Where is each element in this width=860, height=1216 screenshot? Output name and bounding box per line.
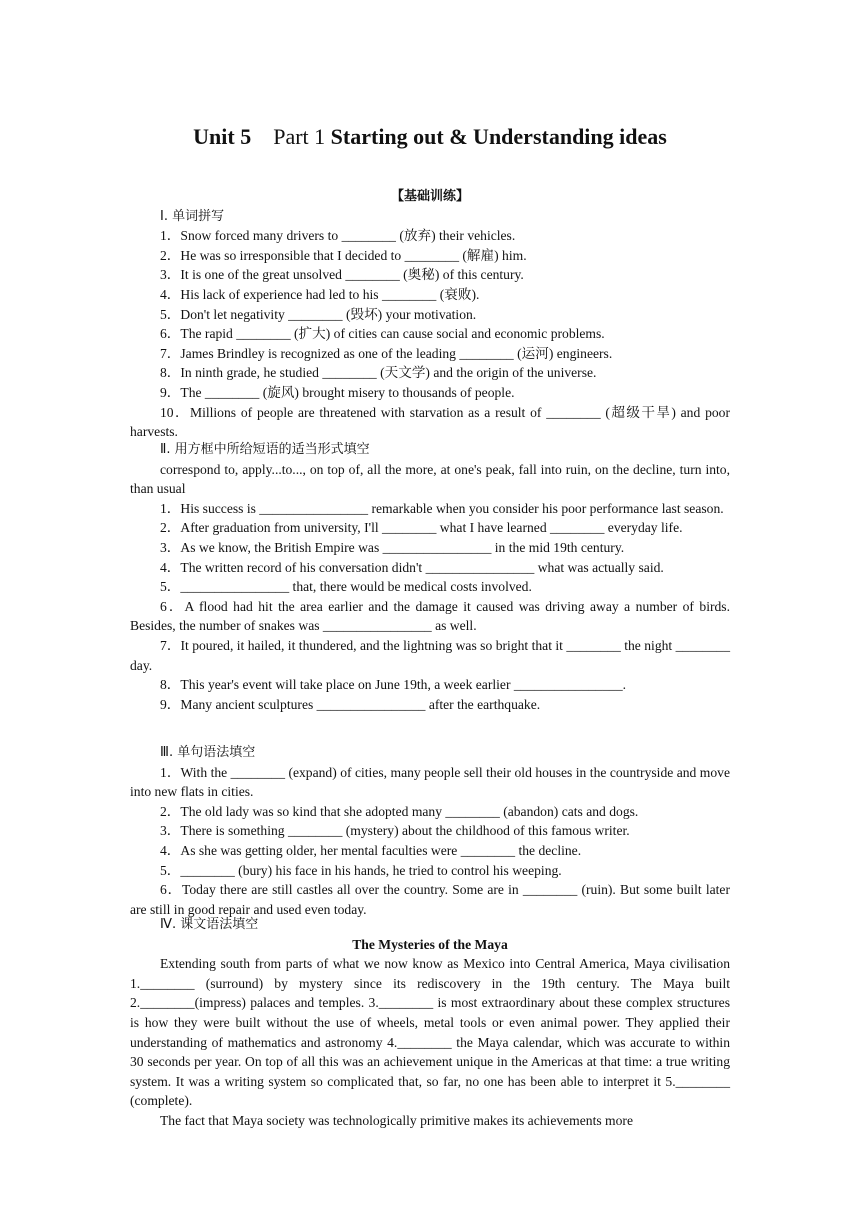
exercise-item: 8．In ninth grade, he studied ________ (天文学) and the origin of the universe. (160, 365, 597, 381)
part4-heading: Ⅳ. 课文语法填空 (160, 917, 259, 932)
exercise-item: 3．It is one of the great unsolved ________ (奥秘) of this century. (160, 267, 524, 283)
exercise-item: 6．Today there are still castles all over the country. Some are in ________ (ruin). But some built later are still in good repair and used even today. (130, 882, 730, 917)
title-part: Part 1 (273, 124, 326, 149)
part1-heading: Ⅰ. 单词拼写 (160, 208, 225, 224)
part4-block (130, 915, 730, 1131)
exercise-item: 9．Many ancient sculptures ________________ after the earthquake. (160, 696, 541, 712)
document-title (0, 122, 860, 152)
part2-heading: Ⅱ. 用方框中所给短语的适当形式填空 (160, 442, 370, 457)
exercise-item: 10．Millions of people are threatened with starvation as a result of ________ (超级干旱) and poor harvests. (130, 404, 730, 440)
exercise-item: 8．This year's event will take place on June 19th, a week earlier ________________. (160, 677, 627, 693)
passage-paragraph: The fact that Maya society was technologically primitive makes its achievements more (160, 1112, 633, 1128)
exercise-item: 4．His lack of experience had led to his ________ (衰败). (160, 286, 480, 302)
part2-block (130, 440, 730, 714)
title-unit: Unit 5 (193, 124, 252, 149)
passage-title: The Mysteries of the Maya (352, 936, 508, 952)
part3-heading: Ⅲ. 单句语法填空 (160, 745, 256, 760)
exercise-item: 6．A flood had hit the area earlier and the damage it caused was driving away a number of birds. Besides, the number of snakes was ________________ as well. (130, 598, 730, 634)
exercise-item: 3．There is something ________ (mystery) about the childhood of this famous writer. (160, 823, 630, 839)
passage-paragraph: Extending south from parts of what we now know as Mexico into Central America, Maya civilisation 1.________ (surround) by mystery since its rediscovery in the 19th century. The Maya built 2.________(impress) palaces and temples. 3.________ is most extraordinary about these complex structures is how they were built without the use of wheels, metal tools or even animal power. They applied their understanding of mathematics and astronomy 4.________ the Maya calendar, which was accurate to within 30 seconds per year. On top of all this was an achievement unique in the Americas at that time: a true writing system. It was a writing system so complicated that, so far, no one has been able to interpret it 5.________ (complete). (130, 956, 730, 1109)
exercise-item: 2．After graduation from university, I'll ________ what I have learned ________ everyday life. (160, 520, 683, 536)
exercise-item: 4．The written record of his conversation didn't ________________ what was actually said. (160, 559, 664, 575)
exercise-item: 7．It poured, it hailed, it thundered, and the lightning was so bright that it ________ the night ________ day. (130, 637, 730, 673)
exercise-item: 2．The old lady was so kind that she adopted many ________ (abandon) cats and dogs. (160, 803, 639, 819)
exercise-item: 3．As we know, the British Empire was ________________ in the mid 19th century. (160, 539, 625, 555)
exercise-item: 1．With the ________ (expand) of cities, many people sell their old houses in the countryside and move into new flats in cities. (130, 764, 730, 800)
section-header: 【基础训练】 (390, 189, 469, 204)
exercise-item: 4．As she was getting older, her mental faculties were ________ the decline. (160, 842, 582, 858)
part3-list (130, 763, 730, 920)
exercise-item: 1．Snow forced many drivers to ________ (放弃) their vehicles. (160, 228, 516, 244)
exercise-item: 7．James Brindley is recognized as one of the leading ________ (运河) engineers. (160, 345, 613, 361)
exercise-item: 6．The rapid ________ (扩大) of cities can cause social and economic problems. (160, 326, 605, 342)
part1-list (130, 226, 730, 442)
exercise-item: 9．The ________ (旋风) brought misery to thousands of people. (160, 384, 515, 400)
exercise-item: 5．Don't let negativity ________ (毁坏) your motivation. (160, 306, 477, 322)
part2-phrases: correspond to, apply...to..., on top of, all the more, at one's peak, fall into ruin, on the decline, turn into, than usual (130, 461, 730, 497)
exercise-item: 2．He was so irresponsible that I decided to ________ (解雇) him. (160, 247, 527, 263)
title-topic: Starting out & Understanding ideas (330, 124, 667, 149)
exercise-item: 5．________________ that, there would be medical costs involved. (160, 579, 532, 595)
part3-block (130, 743, 730, 919)
passage-body (130, 954, 730, 1130)
part1-block (130, 187, 730, 442)
exercise-item: 1．His success is ________________ remarkable when you consider his poor performance last season. (160, 500, 724, 516)
exercise-item: 5．________ (bury) his face in his hands, he tried to control his weeping. (160, 862, 562, 878)
part2-list (130, 499, 730, 715)
